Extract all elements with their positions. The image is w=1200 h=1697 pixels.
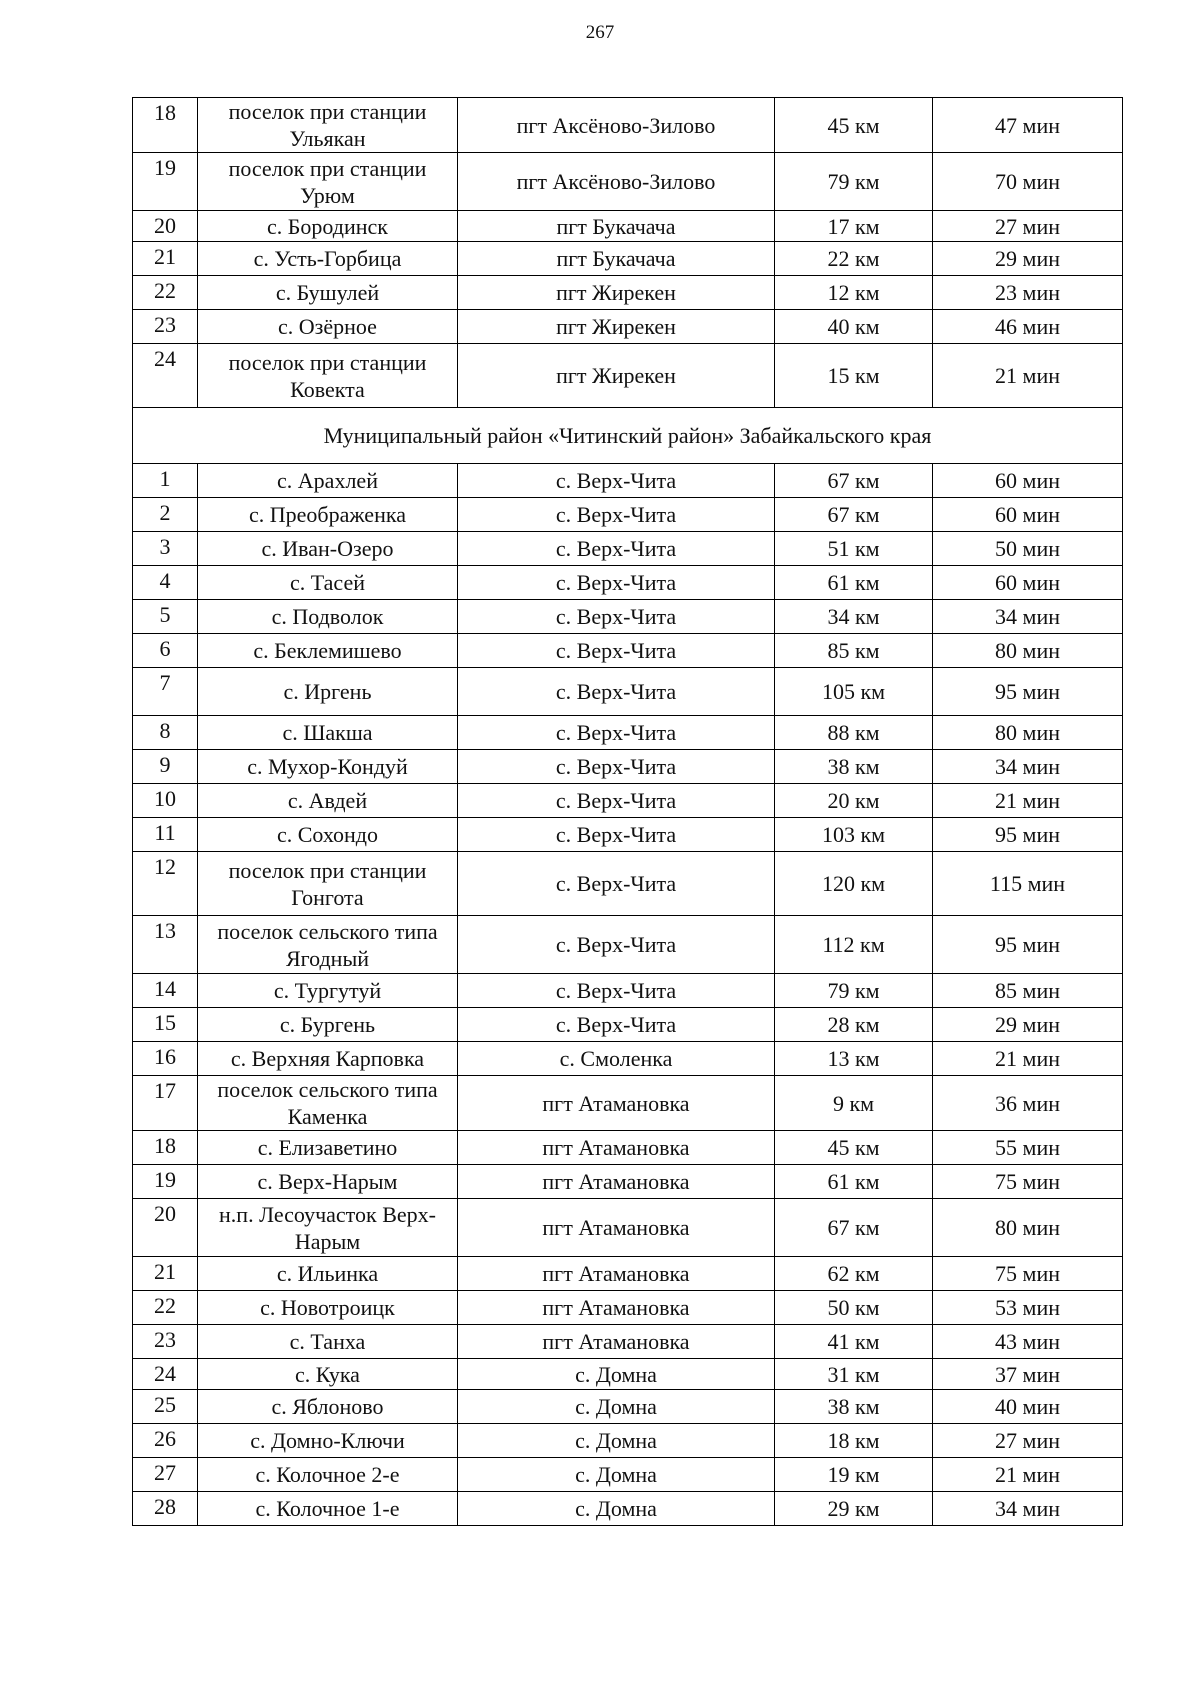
time-cell: 60 мин xyxy=(933,464,1123,498)
center-cell: с. Верх-Чита xyxy=(458,464,775,498)
time-cell: 115 мин xyxy=(933,852,1123,916)
time-cell: 29 мин xyxy=(933,1008,1123,1042)
distance-cell: 22 км xyxy=(775,242,933,276)
distance-cell: 103 км xyxy=(775,818,933,852)
section-body xyxy=(133,408,1123,464)
center-cell: пгт Атамановка xyxy=(458,1325,775,1359)
table-row xyxy=(133,916,1123,974)
row-number: 4 xyxy=(133,566,198,600)
center-cell: пгт Букачача xyxy=(458,211,775,242)
settlement-cell: с. Колочное 1-е xyxy=(198,1492,458,1526)
center-cell: с. Домна xyxy=(458,1492,775,1526)
center-cell: с. Верх-Чита xyxy=(458,1008,775,1042)
table-row xyxy=(133,276,1123,310)
settlement-cell: с. Ильинка xyxy=(198,1257,458,1291)
settlement-cell: с. Авдей xyxy=(198,784,458,818)
distance-cell: 41 км xyxy=(775,1325,933,1359)
row-number: 11 xyxy=(133,818,198,852)
distance-cell: 29 км xyxy=(775,1492,933,1526)
table-row xyxy=(133,498,1123,532)
center-cell: с. Верх-Чита xyxy=(458,852,775,916)
center-cell: с. Верх-Чита xyxy=(458,532,775,566)
distance-cell: 61 км xyxy=(775,566,933,600)
time-cell: 46 мин xyxy=(933,310,1123,344)
center-cell: с. Верх-Чита xyxy=(458,784,775,818)
center-cell: с. Верх-Чита xyxy=(458,916,775,974)
time-cell: 43 мин xyxy=(933,1325,1123,1359)
distance-cell: 12 км xyxy=(775,276,933,310)
row-number: 16 xyxy=(133,1042,198,1076)
table-row xyxy=(133,1199,1123,1257)
distance-cell: 67 км xyxy=(775,464,933,498)
settlement-cell: с. Озёрное xyxy=(198,310,458,344)
table-row xyxy=(133,716,1123,750)
distance-cell: 88 км xyxy=(775,716,933,750)
section-title: Муниципальный район «Читинский район» Забайкальского края xyxy=(133,408,1123,464)
settlement-cell: поселок при станции Ковекта xyxy=(198,344,458,408)
row-number: 14 xyxy=(133,974,198,1008)
time-cell: 40 мин xyxy=(933,1390,1123,1424)
settlement-cell: с. Елизаветино xyxy=(198,1131,458,1165)
table-row xyxy=(133,1492,1123,1526)
time-cell: 70 мин xyxy=(933,153,1123,211)
time-cell: 21 мин xyxy=(933,1042,1123,1076)
table-row xyxy=(133,98,1123,153)
center-cell: пгт Жирекен xyxy=(458,276,775,310)
distance-cell: 13 км xyxy=(775,1042,933,1076)
time-cell: 60 мин xyxy=(933,566,1123,600)
settlement-cell: с. Верх-Нарым xyxy=(198,1165,458,1199)
table-row xyxy=(133,344,1123,408)
distance-cell: 20 км xyxy=(775,784,933,818)
table-row xyxy=(133,600,1123,634)
center-cell: с. Верх-Чита xyxy=(458,498,775,532)
table-row xyxy=(133,1390,1123,1424)
settlement-cell: с. Тасей xyxy=(198,566,458,600)
settlement-cell: поселок при станции Ульякан xyxy=(198,98,458,153)
table-row xyxy=(133,1359,1123,1390)
row-number: 24 xyxy=(133,344,198,408)
table-row xyxy=(133,668,1123,716)
row-number: 7 xyxy=(133,668,198,716)
distance-cell: 120 км xyxy=(775,852,933,916)
time-cell: 80 мин xyxy=(933,1199,1123,1257)
distance-cell: 38 км xyxy=(775,750,933,784)
table-body-after xyxy=(133,464,1123,1526)
time-cell: 80 мин xyxy=(933,716,1123,750)
row-number: 10 xyxy=(133,784,198,818)
table-row xyxy=(133,242,1123,276)
settlement-cell: с. Новотроицк xyxy=(198,1291,458,1325)
table-row xyxy=(133,974,1123,1008)
time-cell: 27 мин xyxy=(933,211,1123,242)
center-cell: пгт Аксёново-Зилово xyxy=(458,98,775,153)
row-number: 15 xyxy=(133,1008,198,1042)
distance-cell: 51 км xyxy=(775,532,933,566)
settlement-cell: с. Колочное 2-е xyxy=(198,1458,458,1492)
time-cell: 21 мин xyxy=(933,784,1123,818)
row-number: 6 xyxy=(133,634,198,668)
settlement-cell: с. Сохондо xyxy=(198,818,458,852)
distance-cell: 15 км xyxy=(775,344,933,408)
center-cell: пгт Букачача xyxy=(458,242,775,276)
center-cell: пгт Атамановка xyxy=(458,1257,775,1291)
distance-cell: 19 км xyxy=(775,1458,933,1492)
distance-cell: 85 км xyxy=(775,634,933,668)
settlement-cell: с. Танха xyxy=(198,1325,458,1359)
table-row xyxy=(133,1008,1123,1042)
row-number: 19 xyxy=(133,153,198,211)
center-cell: с. Верх-Чита xyxy=(458,716,775,750)
distance-cell: 62 км xyxy=(775,1257,933,1291)
row-number: 24 xyxy=(133,1359,198,1390)
row-number: 27 xyxy=(133,1458,198,1492)
center-cell: пгт Аксёново-Зилово xyxy=(458,153,775,211)
time-cell: 37 мин xyxy=(933,1359,1123,1390)
settlement-cell: с. Бушулей xyxy=(198,276,458,310)
center-cell: с. Верх-Чита xyxy=(458,818,775,852)
table-row xyxy=(133,1257,1123,1291)
table-row xyxy=(133,153,1123,211)
time-cell: 60 мин xyxy=(933,498,1123,532)
row-number: 17 xyxy=(133,1076,198,1131)
center-cell: с. Верх-Чита xyxy=(458,668,775,716)
page-number: 267 xyxy=(585,22,615,43)
row-number: 3 xyxy=(133,532,198,566)
distance-cell: 34 км xyxy=(775,600,933,634)
row-number: 18 xyxy=(133,98,198,153)
settlement-cell: с. Подволок xyxy=(198,600,458,634)
center-cell: с. Верх-Чита xyxy=(458,600,775,634)
row-number: 26 xyxy=(133,1424,198,1458)
settlement-cell: поселок сельского типа Каменка xyxy=(198,1076,458,1131)
settlement-cell: с. Домно-Ключи xyxy=(198,1424,458,1458)
row-number: 23 xyxy=(133,310,198,344)
settlement-cell: с. Беклемишево xyxy=(198,634,458,668)
row-number: 25 xyxy=(133,1390,198,1424)
center-cell: пгт Атамановка xyxy=(458,1131,775,1165)
row-number: 21 xyxy=(133,1257,198,1291)
distance-cell: 105 км xyxy=(775,668,933,716)
table-row xyxy=(133,818,1123,852)
row-number: 2 xyxy=(133,498,198,532)
time-cell: 75 мин xyxy=(933,1165,1123,1199)
settlement-cell: с. Иргень xyxy=(198,668,458,716)
settlement-cell: с. Иван-Озеро xyxy=(198,532,458,566)
row-number: 20 xyxy=(133,211,198,242)
row-number: 22 xyxy=(133,1291,198,1325)
center-cell: пгт Жирекен xyxy=(458,344,775,408)
row-number: 9 xyxy=(133,750,198,784)
settlement-cell: с. Яблоново xyxy=(198,1390,458,1424)
time-cell: 21 мин xyxy=(933,344,1123,408)
distance-cell: 45 км xyxy=(775,98,933,153)
table-row xyxy=(133,784,1123,818)
time-cell: 23 мин xyxy=(933,276,1123,310)
center-cell: пгт Атамановка xyxy=(458,1165,775,1199)
time-cell: 95 мин xyxy=(933,916,1123,974)
table-row xyxy=(133,566,1123,600)
distance-cell: 79 км xyxy=(775,153,933,211)
table-row xyxy=(133,1131,1123,1165)
settlement-cell: с. Шакша xyxy=(198,716,458,750)
distance-cell: 61 км xyxy=(775,1165,933,1199)
center-cell: с. Верх-Чита xyxy=(458,634,775,668)
row-number: 12 xyxy=(133,852,198,916)
distance-cell: 9 км xyxy=(775,1076,933,1131)
settlement-cell: с. Бородинск xyxy=(198,211,458,242)
row-number: 20 xyxy=(133,1199,198,1257)
table-row xyxy=(133,1424,1123,1458)
time-cell: 55 мин xyxy=(933,1131,1123,1165)
time-cell: 36 мин xyxy=(933,1076,1123,1131)
distance-cell: 28 км xyxy=(775,1008,933,1042)
center-cell: с. Смоленка xyxy=(458,1042,775,1076)
settlement-cell: с. Верхняя Карповка xyxy=(198,1042,458,1076)
center-cell: с. Верх-Чита xyxy=(458,974,775,1008)
distance-cell: 18 км xyxy=(775,1424,933,1458)
distance-cell: 40 км xyxy=(775,310,933,344)
row-number: 23 xyxy=(133,1325,198,1359)
center-cell: с. Верх-Чита xyxy=(458,566,775,600)
center-cell: пгт Атамановка xyxy=(458,1291,775,1325)
settlement-cell: поселок сельского типа Ягодный xyxy=(198,916,458,974)
row-number: 13 xyxy=(133,916,198,974)
distance-cell: 38 км xyxy=(775,1390,933,1424)
distance-cell: 79 км xyxy=(775,974,933,1008)
table-row xyxy=(133,750,1123,784)
time-cell: 21 мин xyxy=(933,1458,1123,1492)
distance-cell: 17 км xyxy=(775,211,933,242)
row-number: 1 xyxy=(133,464,198,498)
table-row xyxy=(133,464,1123,498)
time-cell: 95 мин xyxy=(933,668,1123,716)
settlement-cell: с. Бургень xyxy=(198,1008,458,1042)
distance-cell: 45 км xyxy=(775,1131,933,1165)
center-cell: с. Домна xyxy=(458,1390,775,1424)
section-row xyxy=(133,408,1123,464)
settlement-cell: с. Усть-Горбица xyxy=(198,242,458,276)
table-row xyxy=(133,634,1123,668)
time-cell: 47 мин xyxy=(933,98,1123,153)
distance-cell: 31 км xyxy=(775,1359,933,1390)
time-cell: 75 мин xyxy=(933,1257,1123,1291)
center-cell: пгт Атамановка xyxy=(458,1076,775,1131)
time-cell: 34 мин xyxy=(933,750,1123,784)
row-number: 19 xyxy=(133,1165,198,1199)
table-row xyxy=(133,852,1123,916)
center-cell: пгт Атамановка xyxy=(458,1199,775,1257)
row-number: 18 xyxy=(133,1131,198,1165)
distance-table xyxy=(132,97,1123,1526)
time-cell: 85 мин xyxy=(933,974,1123,1008)
table-row xyxy=(133,1325,1123,1359)
time-cell: 50 мин xyxy=(933,532,1123,566)
table-body-before xyxy=(133,98,1123,408)
time-cell: 34 мин xyxy=(933,1492,1123,1526)
settlement-cell: с. Мухор-Кондуй xyxy=(198,750,458,784)
center-cell: с. Домна xyxy=(458,1359,775,1390)
table-row xyxy=(133,1458,1123,1492)
table-row xyxy=(133,1165,1123,1199)
row-number: 22 xyxy=(133,276,198,310)
center-cell: пгт Жирекен xyxy=(458,310,775,344)
settlement-cell: с. Арахлей xyxy=(198,464,458,498)
time-cell: 29 мин xyxy=(933,242,1123,276)
settlement-cell: поселок при станции Гонгота xyxy=(198,852,458,916)
row-number: 28 xyxy=(133,1492,198,1526)
row-number: 21 xyxy=(133,242,198,276)
time-cell: 95 мин xyxy=(933,818,1123,852)
table-row xyxy=(133,1291,1123,1325)
settlement-cell: поселок при станции Урюм xyxy=(198,153,458,211)
distance-cell: 112 км xyxy=(775,916,933,974)
distance-cell: 50 км xyxy=(775,1291,933,1325)
settlement-cell: с. Тургутуй xyxy=(198,974,458,1008)
center-cell: с. Домна xyxy=(458,1458,775,1492)
distance-cell: 67 км xyxy=(775,1199,933,1257)
table-row xyxy=(133,1076,1123,1131)
center-cell: с. Верх-Чита xyxy=(458,750,775,784)
table-row xyxy=(133,532,1123,566)
table-row xyxy=(133,211,1123,242)
table-row xyxy=(133,310,1123,344)
settlement-cell: с. Преображенка xyxy=(198,498,458,532)
time-cell: 27 мин xyxy=(933,1424,1123,1458)
time-cell: 34 мин xyxy=(933,600,1123,634)
row-number: 8 xyxy=(133,716,198,750)
row-number: 5 xyxy=(133,600,198,634)
settlement-cell: н.п. Лесоучасток Верх-Нарым xyxy=(198,1199,458,1257)
distance-cell: 67 км xyxy=(775,498,933,532)
center-cell: с. Домна xyxy=(458,1424,775,1458)
time-cell: 80 мин xyxy=(933,634,1123,668)
time-cell: 53 мин xyxy=(933,1291,1123,1325)
table-row xyxy=(133,1042,1123,1076)
settlement-cell: с. Кука xyxy=(198,1359,458,1390)
